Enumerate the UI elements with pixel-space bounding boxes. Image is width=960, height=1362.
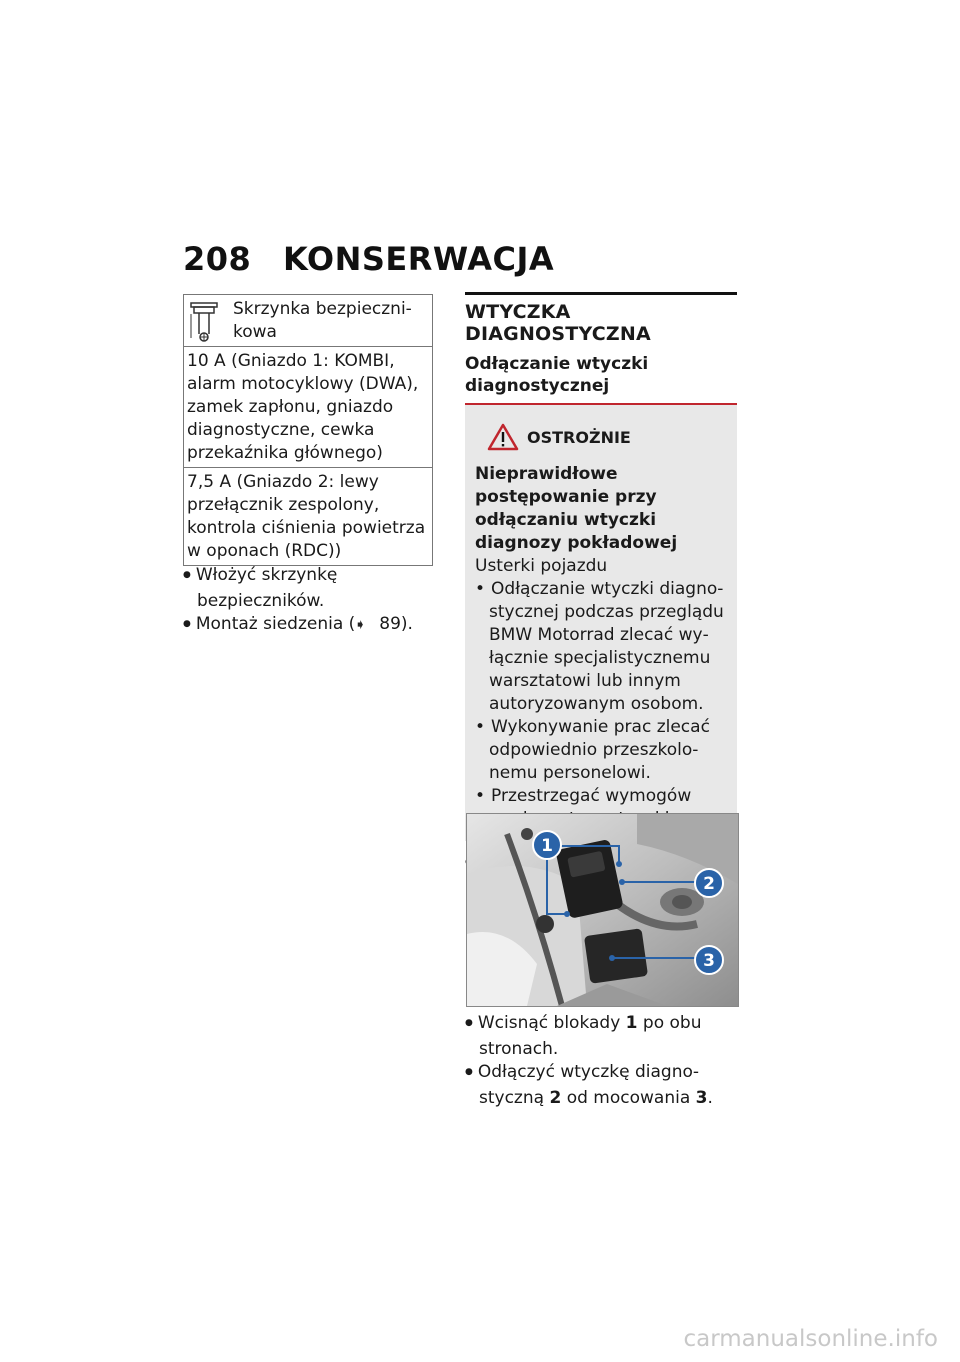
page-header xyxy=(183,240,554,278)
fuse-box-icon xyxy=(187,300,221,344)
svg-text:2: 2 xyxy=(703,874,715,894)
diagnostic-plug-photo xyxy=(466,813,739,1007)
list-item: ● Montaż siedzenia (➧ 89). xyxy=(183,613,438,639)
table-row xyxy=(184,468,433,566)
warning-box xyxy=(465,405,737,841)
warning-list xyxy=(475,578,729,831)
list-item: ● Odłączyć wtyczkę diagnostyczną 2 od mocowania 3. xyxy=(465,1061,737,1110)
left-instructions xyxy=(183,564,438,639)
page-reference-link[interactable]: 89 xyxy=(379,614,401,634)
callout-3 xyxy=(695,946,723,974)
warning-title: Nieprawidłowe postępowanie przy odłączaniu wtyczki diagnozy pokładowej xyxy=(475,464,678,553)
page-number: 208 xyxy=(183,240,252,278)
right-column xyxy=(465,292,737,877)
fuse-row-1: 10 A (Gniazdo 1: KOMBI, alarm motocyklowy (DWA), zamek zapłonu, gniazdo diagnostyczne, cewka przekaźnika głównego) xyxy=(184,347,433,468)
list-item: • Wykonywanie prac zlecać odpowiednio przeszkolonemu personelowi. xyxy=(475,716,729,785)
warning-triangle-icon xyxy=(487,423,519,451)
fuse-table xyxy=(183,294,433,566)
fuse-row-2: 7,5 A (Gniazdo 2: lewy przełącznik zespolony, kontrola ciśnienia powietrza w oponach (RDC)) xyxy=(184,468,433,566)
list-item: ● Włożyć skrzynkę bezpieczników. xyxy=(183,564,438,613)
list-item: • Odłączanie wtyczki diagnostycznej podczas przeglądu BMW Motorrad zlecać wyłącznie specjalistycznemu warsztatowi lub innym autoryzowanym osobom. xyxy=(475,578,729,716)
watermark: carmanualsonline.info xyxy=(683,1326,938,1352)
svg-text:3: 3 xyxy=(703,951,715,971)
warning-consequence: Usterki pojazdu xyxy=(475,556,608,576)
list-item: ● Wcisnąć blokady 1 po obu stronach. xyxy=(465,1012,737,1061)
warning-label: OSTROŻNIE xyxy=(527,427,631,447)
table-row xyxy=(184,347,433,468)
callout-1 xyxy=(533,831,561,859)
list-item: • Przestrzegać wymogów xyxy=(475,785,729,831)
page-reference-arrow-icon: ➧ xyxy=(354,617,367,633)
callout-2 xyxy=(695,869,723,897)
chapter-title: KONSERWACJA xyxy=(283,240,555,278)
fuse-table-header xyxy=(184,295,433,347)
fuse-table-title: Skrzynka bezpiecznikowa xyxy=(233,299,412,342)
subsection-title: Odłączanie wtyczki diagnostycznej xyxy=(465,353,737,405)
bottom-instructions xyxy=(465,1012,737,1110)
table-row xyxy=(184,295,433,347)
section-title: WTYCZKA DIAGNOSTYCZNA xyxy=(465,292,737,345)
svg-text:1: 1 xyxy=(541,836,553,856)
